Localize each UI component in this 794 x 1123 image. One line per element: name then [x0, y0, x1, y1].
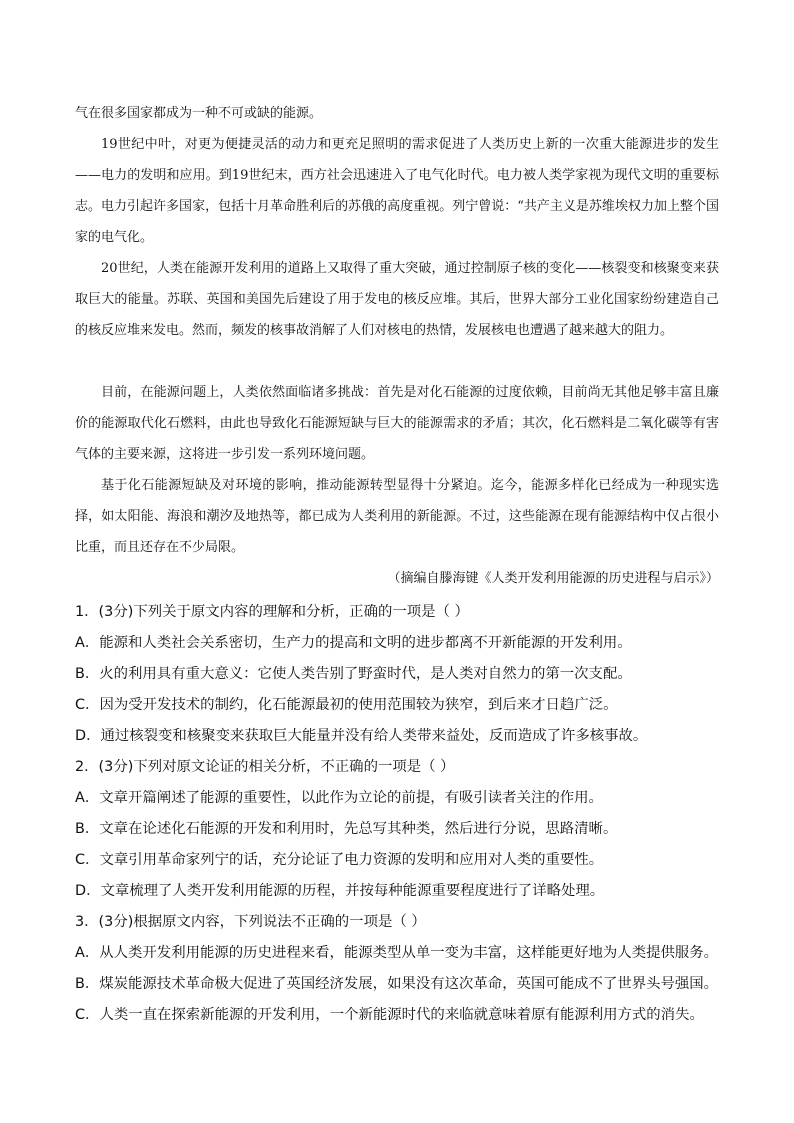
- question-2-option-d[interactable]: D．文章梳理了人类开发利用能源的历程，并按每种能源重要程度进行了详略处理。: [75, 883, 605, 899]
- article-paragraph-2: 19世纪中叶，对更为便捷灵活的动力和更充足照明的需求促进了人类历史上新的一次重大能源进步的发生——电力的发明和应用。到19世纪末，西方社会迅速进入了电气化时代。电力被人类学家视为现代文明的重要标志。电力引起许多国家，包括十月革命胜利后的苏俄的高度重视。列宁曾说：“共产主义是苏维埃权力加上整个国家的电气化。: [75, 137, 719, 245]
- question-1-option-b[interactable]: B．火的利用具有重大意义：它使人类告别了野蛮时代，是人类对自然力的第一次支配。: [75, 666, 632, 682]
- article-paragraph-5: 基于化石能源短缺及对环境的影响，推动能源转型显得十分紧迫。迄今，能源多样化已经成为一种现实选择，如太阳能、海浪和潮汐及地热等，都已成为人类利用的新能源。不过，这些能源在现有能源结构中仅占很小比重，而且还存在不少局限。: [75, 478, 719, 555]
- question-2-option-b[interactable]: B．文章在论述化石能源的开发和利用时，先总写其种类，然后进行分说，思路清晰。: [75, 821, 618, 837]
- question-1-stem: 1．(3分)下列关于原文内容的理解和分析，正确的一项是（ ）: [75, 604, 469, 620]
- question-3-option-a[interactable]: A．从人类开发利用能源的历史进程来看，能源类型从单一变为丰富，这样能更好地为人类提供服务。: [75, 945, 719, 961]
- question-2-option-c[interactable]: C．文章引用革命家列宁的话，充分论证了电力资源的发明和应用对人类的重要性。: [75, 852, 604, 868]
- question-3-option-c[interactable]: C．人类一直在探索新能源的开发利用，一个新能源时代的来临就意味着原有能源利用方式的消失。: [75, 1007, 704, 1023]
- question-2-option-a[interactable]: A．文章开篇阐述了能源的重要性，以此作为立论的前提，有吸引读者关注的作用。: [75, 790, 603, 806]
- article-paragraph-4: 目前，在能源问题上，人类依然面临诸多挑战：首先是对化石能源的过度依赖，目前尚无其他足够丰富且廉价的能源取代化石燃料，由此也导致化石能源短缺与巨大的能源需求的矛盾；其次，化石燃料是二氧化碳等有害气体的主要来源，这将进一步引发一系列环境问题。: [75, 385, 719, 462]
- question-3-option-b[interactable]: B．煤炭能源技术革命极大促进了英国经济发展，如果没有这次革命，英国可能成不了世界头号强国。: [75, 976, 719, 992]
- question-1-option-d[interactable]: D．通过核裂变和核聚变来获取巨大能量并没有给人类带来益处，反而造成了许多核事故。: [75, 728, 648, 744]
- question-1-option-a[interactable]: A．能源和人类社会关系密切，生产力的提高和文明的进步都离不开新能源的开发利用。: [75, 635, 632, 651]
- question-3-stem: 3．(3分)根据原文内容，下列说法不正确的一项是（ ）: [75, 914, 426, 930]
- question-1-option-c[interactable]: C．因为受开发技术的制约，化石能源最初的使用范围较为狭窄，到后来才日趋广泛。: [75, 697, 618, 713]
- article-paragraph-1: 气在很多国家都成为一种不可或缺的能源。: [75, 106, 323, 121]
- article-paragraph-3: 20世纪，人类在能源开发利用的道路上又取得了重大突破，通过控制原子核的变化——核裂变和核聚变来获取巨大的能量。苏联、英国和美国先后建设了用于发电的核反应堆。其后，世界大部分工业化国家纷纷建造自己的核反应堆来发电。然而，频发的核事故消解了人们对核电的热情，发展核电也遭遇了越来越大的阻力。: [75, 261, 719, 338]
- question-2-stem: 2．(3分)下列对原文论证的相关分析，不正确的一项是（ ）: [75, 759, 455, 775]
- article-source: （摘编自滕海键《人类开发利用能源的历史进程与启示》）: [387, 571, 719, 586]
